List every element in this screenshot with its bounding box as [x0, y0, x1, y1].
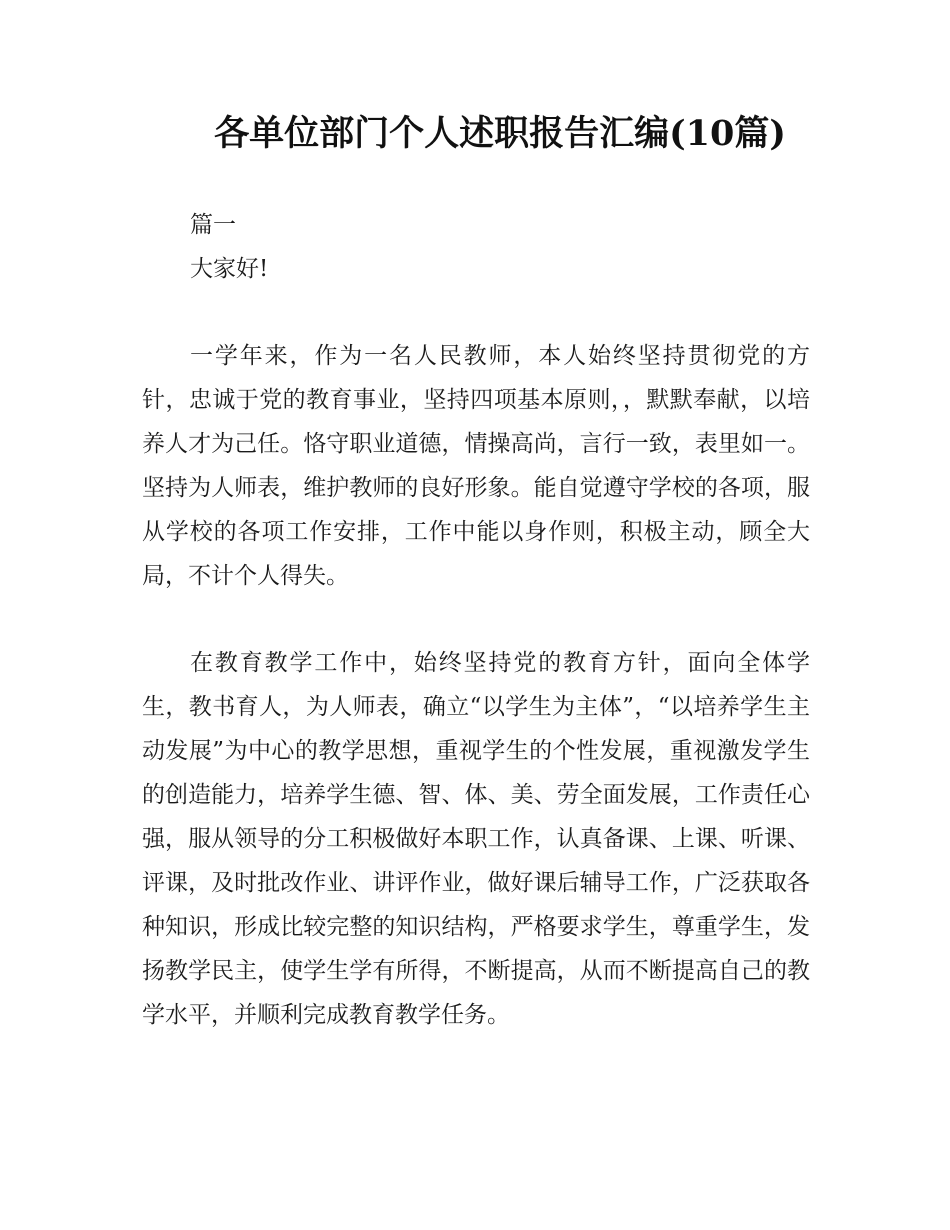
greeting: 大家好! [190, 256, 269, 282]
document-body [142, 203, 810, 1037]
paragraph-spacer [142, 598, 810, 641]
body-paragraph-1: 一学年来，作为一名人民教师，本人始终坚持贯彻党的方针，忠诚于党的教育事业，坚持四项基本原则，，默默奉献，以培养人才为己任。恪守职业道德，情操高尚，言行一致，表里如一。坚持为人师表，维护教师的良好形象。能自觉遵守学校的各项，服从学校的各项工作安排，工作中能以身作则，积极主动，顾全大局，不计个人得失。 [142, 343, 810, 589]
body-paragraph-2: 在教育教学工作中，始终坚持党的教育方针，面向全体学生，教书育人，为人师表，确立“以学生为主体”，“以培养学生主动发展”为中心的教学思想，重视学生的个性发展，重视激发学生的创造能力，培养学生德、智、体、美、劳全面发展，工作责任心强，服从领导的分工积极做好本职工作，认真备课、上课、听课、评课，及时批改作业、讲评作业，做好课后辅导工作，广泛获取各种知识，形成比较完整的知识结构，严格要求学生，尊重学生，发扬教学民主，使学生学有所得，不断提高，从而不断提高自己的教学水平，并顺利完成教育教学任务。 [142, 650, 810, 1028]
section-label: 篇一 [190, 212, 236, 238]
document-title: 各单位部门个人述职报告汇编(10篇) [214, 113, 786, 154]
paragraph-spacer [142, 291, 810, 334]
